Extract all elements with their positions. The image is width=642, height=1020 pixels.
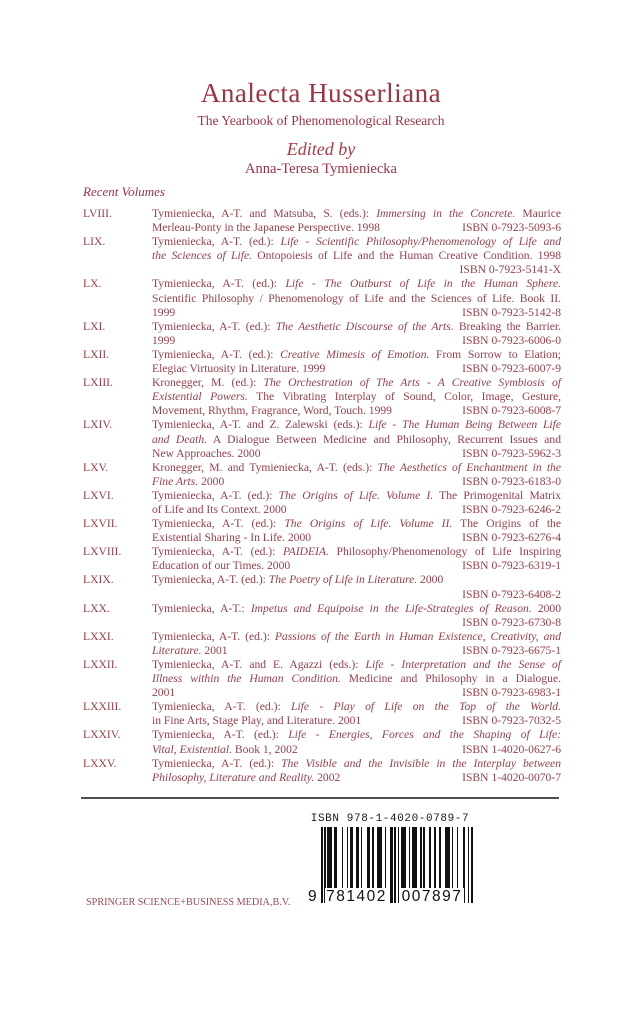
volume-title-italic: The Poetry of Life in Literature. <box>268 573 418 587</box>
volume-text: Tymieniecka, A-T.: <box>152 601 251 615</box>
volume-entry <box>83 517 561 545</box>
volume-title-italic: and Death. <box>152 432 208 446</box>
volume-title-italic: Life - Play of Life on the Top of the World. <box>291 700 561 714</box>
volume-line <box>152 263 561 277</box>
volume-numeral: LXXIII. <box>83 700 122 714</box>
volume-line <box>152 714 561 728</box>
volume-line <box>152 235 561 249</box>
volume-line-left <box>152 714 361 728</box>
volume-text: Tymieniecka, A-T. and Matsuba, S. (eds.): <box>152 207 377 220</box>
volume-lines <box>152 573 561 601</box>
volume-text: Tymieniecka, A-T. (ed.): <box>152 235 281 249</box>
volume-title-italic: Life - The Outburst of Life in the Human Sphere. <box>285 277 561 291</box>
volume-lines <box>152 461 561 489</box>
volume-entry <box>83 700 561 728</box>
volume-text: Tymieniecka, A-T. (ed.): <box>152 488 279 502</box>
volume-isbn: ISBN 0-7923-6730-8 <box>462 615 561 629</box>
volume-text: Tymieniecka, A-T. (ed.): <box>152 277 286 291</box>
volume-text: Tymieniecka, A-T. (ed.): <box>152 728 289 742</box>
volume-text: Education of our Times. 2000 <box>152 559 291 573</box>
volume-line <box>152 503 561 517</box>
volume-numeral: LXVII. <box>83 517 118 531</box>
volume-line <box>152 728 561 742</box>
volume-text: 2001 <box>152 686 176 700</box>
volume-numeral: LXII. <box>83 347 110 361</box>
volume-lines <box>152 207 561 235</box>
volume-lines <box>152 700 561 728</box>
volume-line <box>152 221 561 235</box>
volume-text: Breaking the Barrier. <box>453 319 561 333</box>
volume-line <box>152 573 561 587</box>
volume-text: From Sorrow to Elation; <box>429 347 561 361</box>
volume-text: Tymieniecka, A-T. (ed.): <box>152 756 282 770</box>
volume-isbn: ISBN 0-7923-5141-X <box>459 263 561 277</box>
volume-text: Tymieniecka, A-T. (ed.): <box>152 629 275 643</box>
volume-title-italic: The Aesthetic Discourse of the Arts. <box>275 319 454 333</box>
volume-isbn: ISBN 0-7923-5093-6 <box>462 221 561 235</box>
volume-line <box>152 348 561 362</box>
volume-numeral: LXVIII. <box>83 545 122 559</box>
volume-title-italic: The Visible and the Invisible in the Interplay between <box>281 756 561 770</box>
volume-line-left <box>152 334 175 348</box>
volume-title-italic: Life - Energies, Forces and the Shaping of Life: <box>288 728 562 742</box>
volume-numeral: LXIX. <box>83 573 114 587</box>
volume-text: Tymieniecka, A-T. and Z. Zalewski (eds.): <box>152 418 369 432</box>
volume-line <box>152 588 561 602</box>
volume-isbn: ISBN 0-7923-7032-5 <box>462 714 561 728</box>
volume-entry <box>83 757 561 785</box>
volume-isbn: ISBN 0-7923-6675-1 <box>462 643 561 657</box>
volume-entry <box>83 658 561 700</box>
volume-line <box>152 362 561 376</box>
divider-rule <box>81 797 559 799</box>
volume-isbn: ISBN 0-7923-5142-8 <box>462 305 561 319</box>
volume-line-left <box>152 221 380 235</box>
volume-entry <box>83 573 561 601</box>
volume-numeral: LX. <box>83 277 102 291</box>
volume-line <box>152 433 561 447</box>
volume-isbn: ISBN 0-7923-6007-9 <box>462 362 561 376</box>
volume-isbn: ISBN 0-7923-6183-0 <box>462 474 561 488</box>
volume-text: New Approaches. 2000 <box>152 446 261 460</box>
volume-line <box>152 447 561 461</box>
volume-line <box>152 616 561 630</box>
barcode-isbn-label: ISBN 978-1-4020-0789-7 <box>310 813 470 825</box>
publisher-imprint: SPRINGER SCIENCE+BUSINESS MEDIA,B.V. <box>86 897 291 908</box>
volume-line <box>152 292 561 306</box>
volume-title-italic: Illness within the Human Condition. <box>152 672 341 686</box>
volume-line <box>152 700 561 714</box>
volume-isbn: ISBN 0-7923-6319-1 <box>462 559 561 573</box>
barcode-bars <box>308 827 473 905</box>
volume-lines <box>152 376 561 418</box>
volume-numeral: LVIII. <box>83 207 112 220</box>
volume-numeral: LXXII. <box>83 658 118 671</box>
volume-line <box>152 686 561 700</box>
volume-line-left <box>152 362 325 376</box>
volume-title-italic: The Origins of Life. Volume I. <box>278 488 434 502</box>
volume-text: Ontopoiesis of Life and the Human Creative Condition. 1998 <box>251 249 561 263</box>
volume-line <box>152 644 561 658</box>
volume-numeral: LXVI. <box>83 488 114 502</box>
volume-title-italic: Immersing in the Concrete. <box>376 207 516 220</box>
barcode-digit-group: 9 <box>308 888 319 905</box>
barcode-digit-group: 007897 <box>401 888 463 905</box>
volume-line <box>152 390 561 404</box>
volume-text: Kronegger, M. (ed.): <box>152 376 264 390</box>
isbn-barcode <box>305 813 495 903</box>
volume-text: Merleau-Ponty in the Japanese Perspective. 1998 <box>152 221 380 235</box>
volume-text: 2000 <box>531 601 562 615</box>
volume-numeral: LXX. <box>83 601 110 615</box>
recent-volumes-heading: Recent Volumes <box>83 184 165 199</box>
volume-text: Tymieniecka, A-T. (ed.): <box>152 573 269 587</box>
volume-line <box>152 771 561 785</box>
volume-title-italic: The Orchestration of The Arts - A Creative Symbiosis of <box>263 376 561 390</box>
volume-title-italic: Creative Mimesis of Emotion. <box>280 347 430 361</box>
volume-isbn: ISBN 0-7923-6408-2 <box>462 587 561 601</box>
volume-title-italic: The Aesthetics of Enchantment in the <box>377 460 561 474</box>
volume-text: 2001 <box>201 643 228 657</box>
volume-text: Philosophy/Phenomenology of Life Inspiring <box>328 545 562 559</box>
volume-list <box>83 207 561 785</box>
volume-title-italic: Literature. <box>152 643 202 657</box>
volume-text: Movement, Rhythm, Fragrance, Word, Touch. 1999 <box>152 404 392 418</box>
volume-line <box>152 207 561 221</box>
volume-lines <box>152 602 561 630</box>
volume-line <box>152 630 561 644</box>
volume-line <box>152 334 561 348</box>
volume-line <box>152 658 561 672</box>
volume-entry <box>83 376 561 418</box>
volume-text: A Dialogue Between Medicine and Philosophy, Recurrent Issues and <box>207 432 562 446</box>
volume-lines <box>152 757 561 785</box>
volume-entry <box>83 235 561 277</box>
volume-text: The Primogenital Matrix <box>433 488 561 502</box>
volume-isbn: ISBN 0-7923-6008-7 <box>462 404 561 418</box>
volume-entry <box>83 728 561 756</box>
volume-text: The Origins of the <box>452 517 561 531</box>
volume-text: 2000 <box>417 573 444 587</box>
volume-numeral: LXIII. <box>83 376 113 390</box>
volume-lines <box>152 277 561 319</box>
volume-entry <box>83 207 561 235</box>
volume-title-italic: Impetus and Equipoise in the Life-Strategies of Reason. <box>250 601 532 615</box>
volume-line <box>152 404 561 418</box>
volume-line <box>152 672 561 686</box>
volume-numeral: LIX. <box>83 235 106 249</box>
volume-title-italic: Life - Interpretation and the Sense of <box>365 658 561 671</box>
volume-title-italic: Life - Scientific Philosophy/Phenomenology of Life and <box>280 235 561 249</box>
volume-line-left <box>152 306 175 320</box>
volume-text: Kronegger, M. and Tymieniecka, A-T. (eds.): <box>152 460 378 474</box>
volume-text: Tymieniecka, A-T. (ed.): <box>152 517 285 531</box>
volume-line <box>152 602 561 616</box>
barcode-bar <box>471 827 473 903</box>
volume-text: 1999 <box>152 305 176 319</box>
volume-line <box>152 517 561 531</box>
volume-text: Elegiac Virtuosity in Literature. 1999 <box>152 362 326 376</box>
volume-numeral: LXV. <box>83 460 109 474</box>
volume-line <box>152 475 561 489</box>
volume-text: Book 1, 2002 <box>231 742 298 756</box>
volume-text: Tymieniecka, A-T. (ed.): <box>152 319 276 333</box>
volume-numeral: LXXIV. <box>83 728 121 742</box>
volume-text: Medicine and Philosophy in a Dialogue. <box>340 672 561 686</box>
volume-line <box>152 531 561 545</box>
volume-text: 2000 <box>198 474 225 488</box>
volume-lines <box>152 348 561 376</box>
volume-line <box>152 489 561 503</box>
volume-lines <box>152 235 561 277</box>
volume-entry <box>83 320 561 348</box>
volume-title-italic: Philosophy, Literature and Reality. <box>152 770 315 784</box>
volume-isbn: ISBN 0-7923-5962-3 <box>462 446 561 460</box>
volume-title-italic: Fine Arts. <box>152 474 199 488</box>
volume-title-italic: Vital, Existential. <box>152 742 232 756</box>
volume-entry <box>83 348 561 376</box>
volume-lines <box>152 320 561 348</box>
volume-numeral: LXI. <box>83 319 106 333</box>
volume-entry <box>83 489 561 517</box>
volume-line <box>152 376 561 390</box>
volume-isbn: ISBN 0-7923-6276-4 <box>462 531 561 545</box>
volume-lines <box>152 728 561 756</box>
volume-text: Maurice <box>515 207 562 220</box>
volume-text: Existential Sharing - In Life. 2000 <box>152 531 312 545</box>
volume-line <box>152 461 561 475</box>
volume-line-left <box>152 559 290 573</box>
volume-line <box>152 545 561 559</box>
edited-by-label: Edited by <box>286 139 356 159</box>
page-title: Analecta Husserliana <box>200 78 442 108</box>
volume-title-italic: Passions of the Earth in Human Existence, Creativity, and <box>274 629 562 643</box>
barcode-digit-group: 781402 <box>326 888 387 905</box>
volume-text: 1999 <box>152 333 176 347</box>
volume-line-left <box>152 644 228 658</box>
volume-lines <box>152 517 561 545</box>
volume-isbn: ISBN 0-7923-6006-0 <box>462 333 561 347</box>
volume-line-left <box>152 531 311 545</box>
volume-title-italic: Life - The Human Being Between Life <box>368 418 561 432</box>
volume-entry <box>83 418 561 460</box>
volume-line <box>152 418 561 432</box>
volume-text: The Vibrating Interplay of Sound, Color, Image, Gesture, <box>247 390 561 404</box>
volume-numeral: LXXV. <box>83 756 117 770</box>
volume-text: Tymieniecka, A-T. and E. Agazzi (eds.): <box>152 658 366 671</box>
volume-entry <box>83 545 561 573</box>
volume-text: Tymieniecka, A-T. (ed.): <box>152 545 284 559</box>
volume-line <box>152 559 561 573</box>
volume-line-left <box>152 404 392 418</box>
volume-text: Tymieniecka, A-T. (ed.): <box>152 347 281 361</box>
volume-line <box>152 320 561 334</box>
volume-lines <box>152 658 561 700</box>
series-subtitle: The Yearbook of Phenomenological Research <box>197 113 445 128</box>
volume-isbn: ISBN 0-7923-6983-1 <box>462 686 561 700</box>
volume-isbn: ISBN 1-4020-0627-6 <box>462 742 561 756</box>
volume-numeral: LXIV. <box>83 418 113 432</box>
volume-line <box>152 743 561 757</box>
volume-lines <box>152 489 561 517</box>
volume-title-italic: Existential Powers. <box>152 390 248 404</box>
volume-line-left <box>152 686 175 700</box>
volume-line-left <box>152 475 224 489</box>
volume-text: Tymieniecka, A-T. (ed.): <box>152 700 292 714</box>
volume-lines <box>152 545 561 573</box>
volume-line <box>152 277 561 291</box>
volume-line-left <box>152 743 298 757</box>
volume-isbn: ISBN 1-4020-0070-7 <box>462 770 561 784</box>
volume-title-italic: PAIDEIA. <box>283 545 329 559</box>
volume-line-left <box>152 503 287 517</box>
volume-entry <box>83 602 561 630</box>
volume-entry <box>83 277 561 319</box>
volume-title-italic: The Origins of Life. Volume II. <box>284 517 453 531</box>
volume-lines <box>152 630 561 658</box>
volume-line <box>152 249 561 263</box>
volume-line-left <box>152 447 261 461</box>
volume-isbn: ISBN 0-7923-6246-2 <box>462 502 561 516</box>
volume-line <box>152 757 561 771</box>
volume-lines <box>152 418 561 460</box>
volume-text: 2002 <box>314 770 341 784</box>
volume-numeral: LXXI. <box>83 629 114 643</box>
editor-name: Anna-Teresa Tymieniecka <box>245 161 397 177</box>
volume-title-italic: the Sciences of Life. <box>152 249 252 263</box>
volume-text: of Life and Its Context. 2000 <box>152 502 287 516</box>
volume-entry <box>83 461 561 489</box>
volume-line-left <box>152 771 340 785</box>
volume-text: in Fine Arts, Stage Play, and Literature. 2001 <box>152 714 362 728</box>
volume-entry <box>83 630 561 658</box>
volume-text: Scientific Philosophy / Phenomenology of Life and the Sciences of Life. Book II. <box>152 291 561 305</box>
volume-line <box>152 306 561 320</box>
